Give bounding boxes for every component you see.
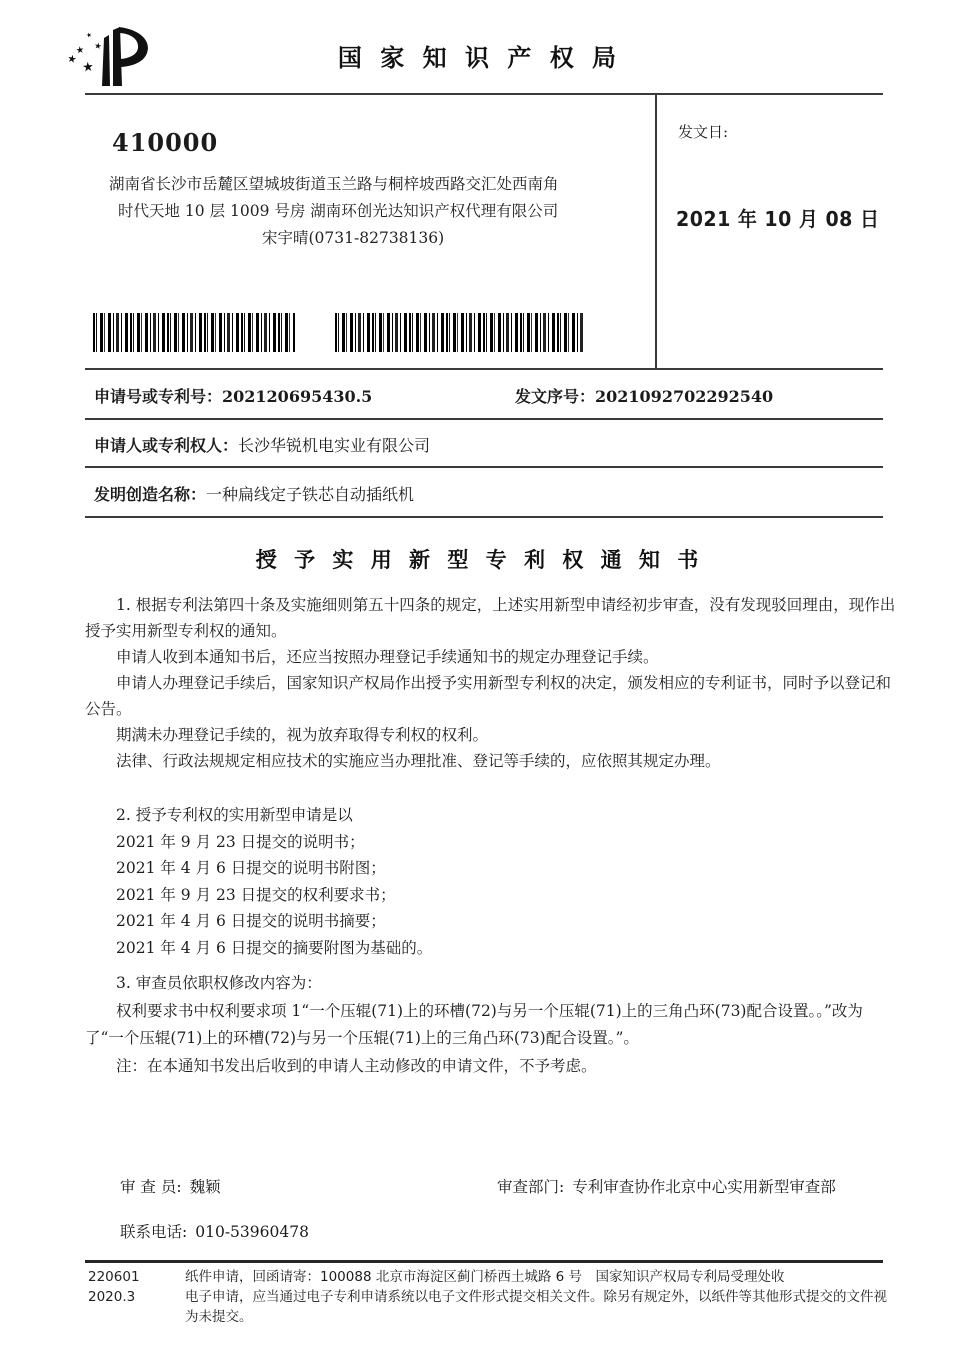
table-divider-3 — [85, 466, 883, 468]
dispatch-date-value: 2021 年 10 月 08 日 — [676, 207, 880, 231]
section3-paragraph: 注：在本通知书发出后收到的申请人主动修改的申请文件，不予考虑。 — [116, 1056, 597, 1075]
notice-body-section3 — [85, 970, 897, 1080]
notice-title: 授 予 实 用 新 型 专 利 权 通 知 书 — [255, 548, 704, 572]
application-number-value: 202120695430.5 — [222, 387, 373, 406]
phone-number: 010-53960478 — [195, 1223, 309, 1241]
applicant-value: 长沙华锐机电实业有限公司 — [238, 436, 431, 455]
serial-number-row — [515, 384, 773, 407]
footer-form-codes — [88, 1267, 140, 1307]
notice-body-section1 — [85, 592, 897, 774]
postal-code: 410000 — [112, 128, 219, 157]
body-paragraph: 申请人收到本通知书后，还应当按照办理登记手续通知书的规定办理登记手续。 — [116, 648, 659, 666]
application-number-row — [94, 384, 372, 407]
barcode-serial — [335, 313, 585, 352]
recipient-address-line1: 湖南省长沙市岳麓区望城坡街道玉兰路与桐梓坡西路交汇处西南角 — [109, 175, 559, 193]
examiner-row — [120, 1175, 221, 1197]
section3-paragraph: 3. 审查员依职权修改内容为： — [116, 974, 322, 992]
recipient-contact: 宋宇晴(0731-82738136) — [262, 229, 445, 247]
section2-line: 2021 年 4 月 6 日提交的摘要附图为基础的。 — [116, 938, 433, 957]
table-divider-4 — [85, 516, 883, 518]
section2-line: 2021 年 9 月 23 日提交的权利要求书； — [116, 885, 396, 904]
footer-instruction-paper: 纸件申请，回函请寄：100088 北京市海淀区蓟门桥西土城路 6 号 国家知识产权局专利局受理处收 — [185, 1269, 785, 1285]
header-divider — [85, 93, 883, 95]
body-paragraph: 1. 根据专利法第四十条及实施细则第五十四条的规定，上述实用新型申请经初步审查，没有发现驳回理由，现作出授予实用新型专利权的通知。 — [85, 596, 896, 640]
section2-line: 2021 年 4 月 6 日提交的说明书摘要； — [116, 912, 386, 930]
section3-paragraph: 权利要求书中权利要求项 1“一个压辊(71)上的环槽(72)与另一个压辊(71)上的三角凸环(73)配合设置。。”改为了“一个压辊(71)上的环槽(72)与另一个压辊(71)上的三角凸环(73)配合设置。”。 — [85, 1001, 863, 1047]
invention-label: 发明创造名称： — [94, 485, 207, 504]
section2-line: 2. 授予专利权的实用新型申请是以 — [116, 806, 353, 824]
section2-line: 2021 年 4 月 6 日提交的说明书附图； — [116, 859, 386, 877]
examiner-name: 魏颖 — [189, 1178, 221, 1196]
phone-row — [120, 1220, 309, 1242]
footer-form-code: 2020.3 — [88, 1289, 136, 1305]
footer-instructions — [185, 1267, 891, 1327]
footer-instruction-electronic: 电子申请，应当通过电子专利申请系统以电子文件形式提交相关文件。除另有规定外，以纸件等其他形式提交的文件视为未提交。 — [185, 1289, 887, 1325]
serial-number-label: 发文序号： — [515, 387, 596, 406]
agency-title: 国 家 知 识 产 权 局 — [337, 44, 622, 72]
section2-line: 2021 年 9 月 23 日提交的说明书； — [116, 832, 365, 851]
department-name: 专利审查协作北京中心实用新型审查部 — [572, 1178, 836, 1196]
phone-label: 联系电话: — [120, 1223, 188, 1241]
table-divider-2 — [85, 418, 883, 420]
department-label: 审查部门: — [497, 1178, 565, 1196]
examiner-label: 审 查 员: — [120, 1178, 182, 1196]
department-row — [497, 1175, 836, 1197]
body-paragraph: 申请人办理登记手续后，国家知识产权局作出授予实用新型专利权的决定，颁发相应的专利证书，同时予以登记和公告。 — [85, 674, 892, 718]
recipient-address-line2: 时代天地 10 层 1009 号房 湖南环创光达知识产权代理有限公司 — [118, 202, 559, 220]
dispatch-box-left-border — [655, 93, 657, 369]
applicant-label: 申请人或专利权人： — [94, 436, 239, 455]
notice-body-section2 — [85, 802, 897, 961]
invention-row — [94, 482, 414, 505]
applicant-row — [94, 433, 430, 456]
footer-form-code: 220601 — [88, 1269, 140, 1285]
footer-divider — [85, 1260, 883, 1263]
invention-value: 一种扁线定子铁芯自动插纸机 — [206, 485, 415, 504]
application-number-label: 申请号或专利号： — [94, 387, 223, 406]
barcode-application — [93, 313, 295, 352]
body-paragraph: 法律、行政法规规定相应技术的实施应当办理批准、登记等手续的，应依照其规定办理。 — [116, 752, 721, 770]
dispatch-date-label: 发文日: — [678, 123, 729, 141]
table-divider-1 — [85, 368, 883, 370]
serial-number-value: 2021092702292540 — [595, 387, 774, 406]
body-paragraph: 期满未办理登记手续的，视为放弃取得专利权的权利。 — [116, 726, 489, 744]
